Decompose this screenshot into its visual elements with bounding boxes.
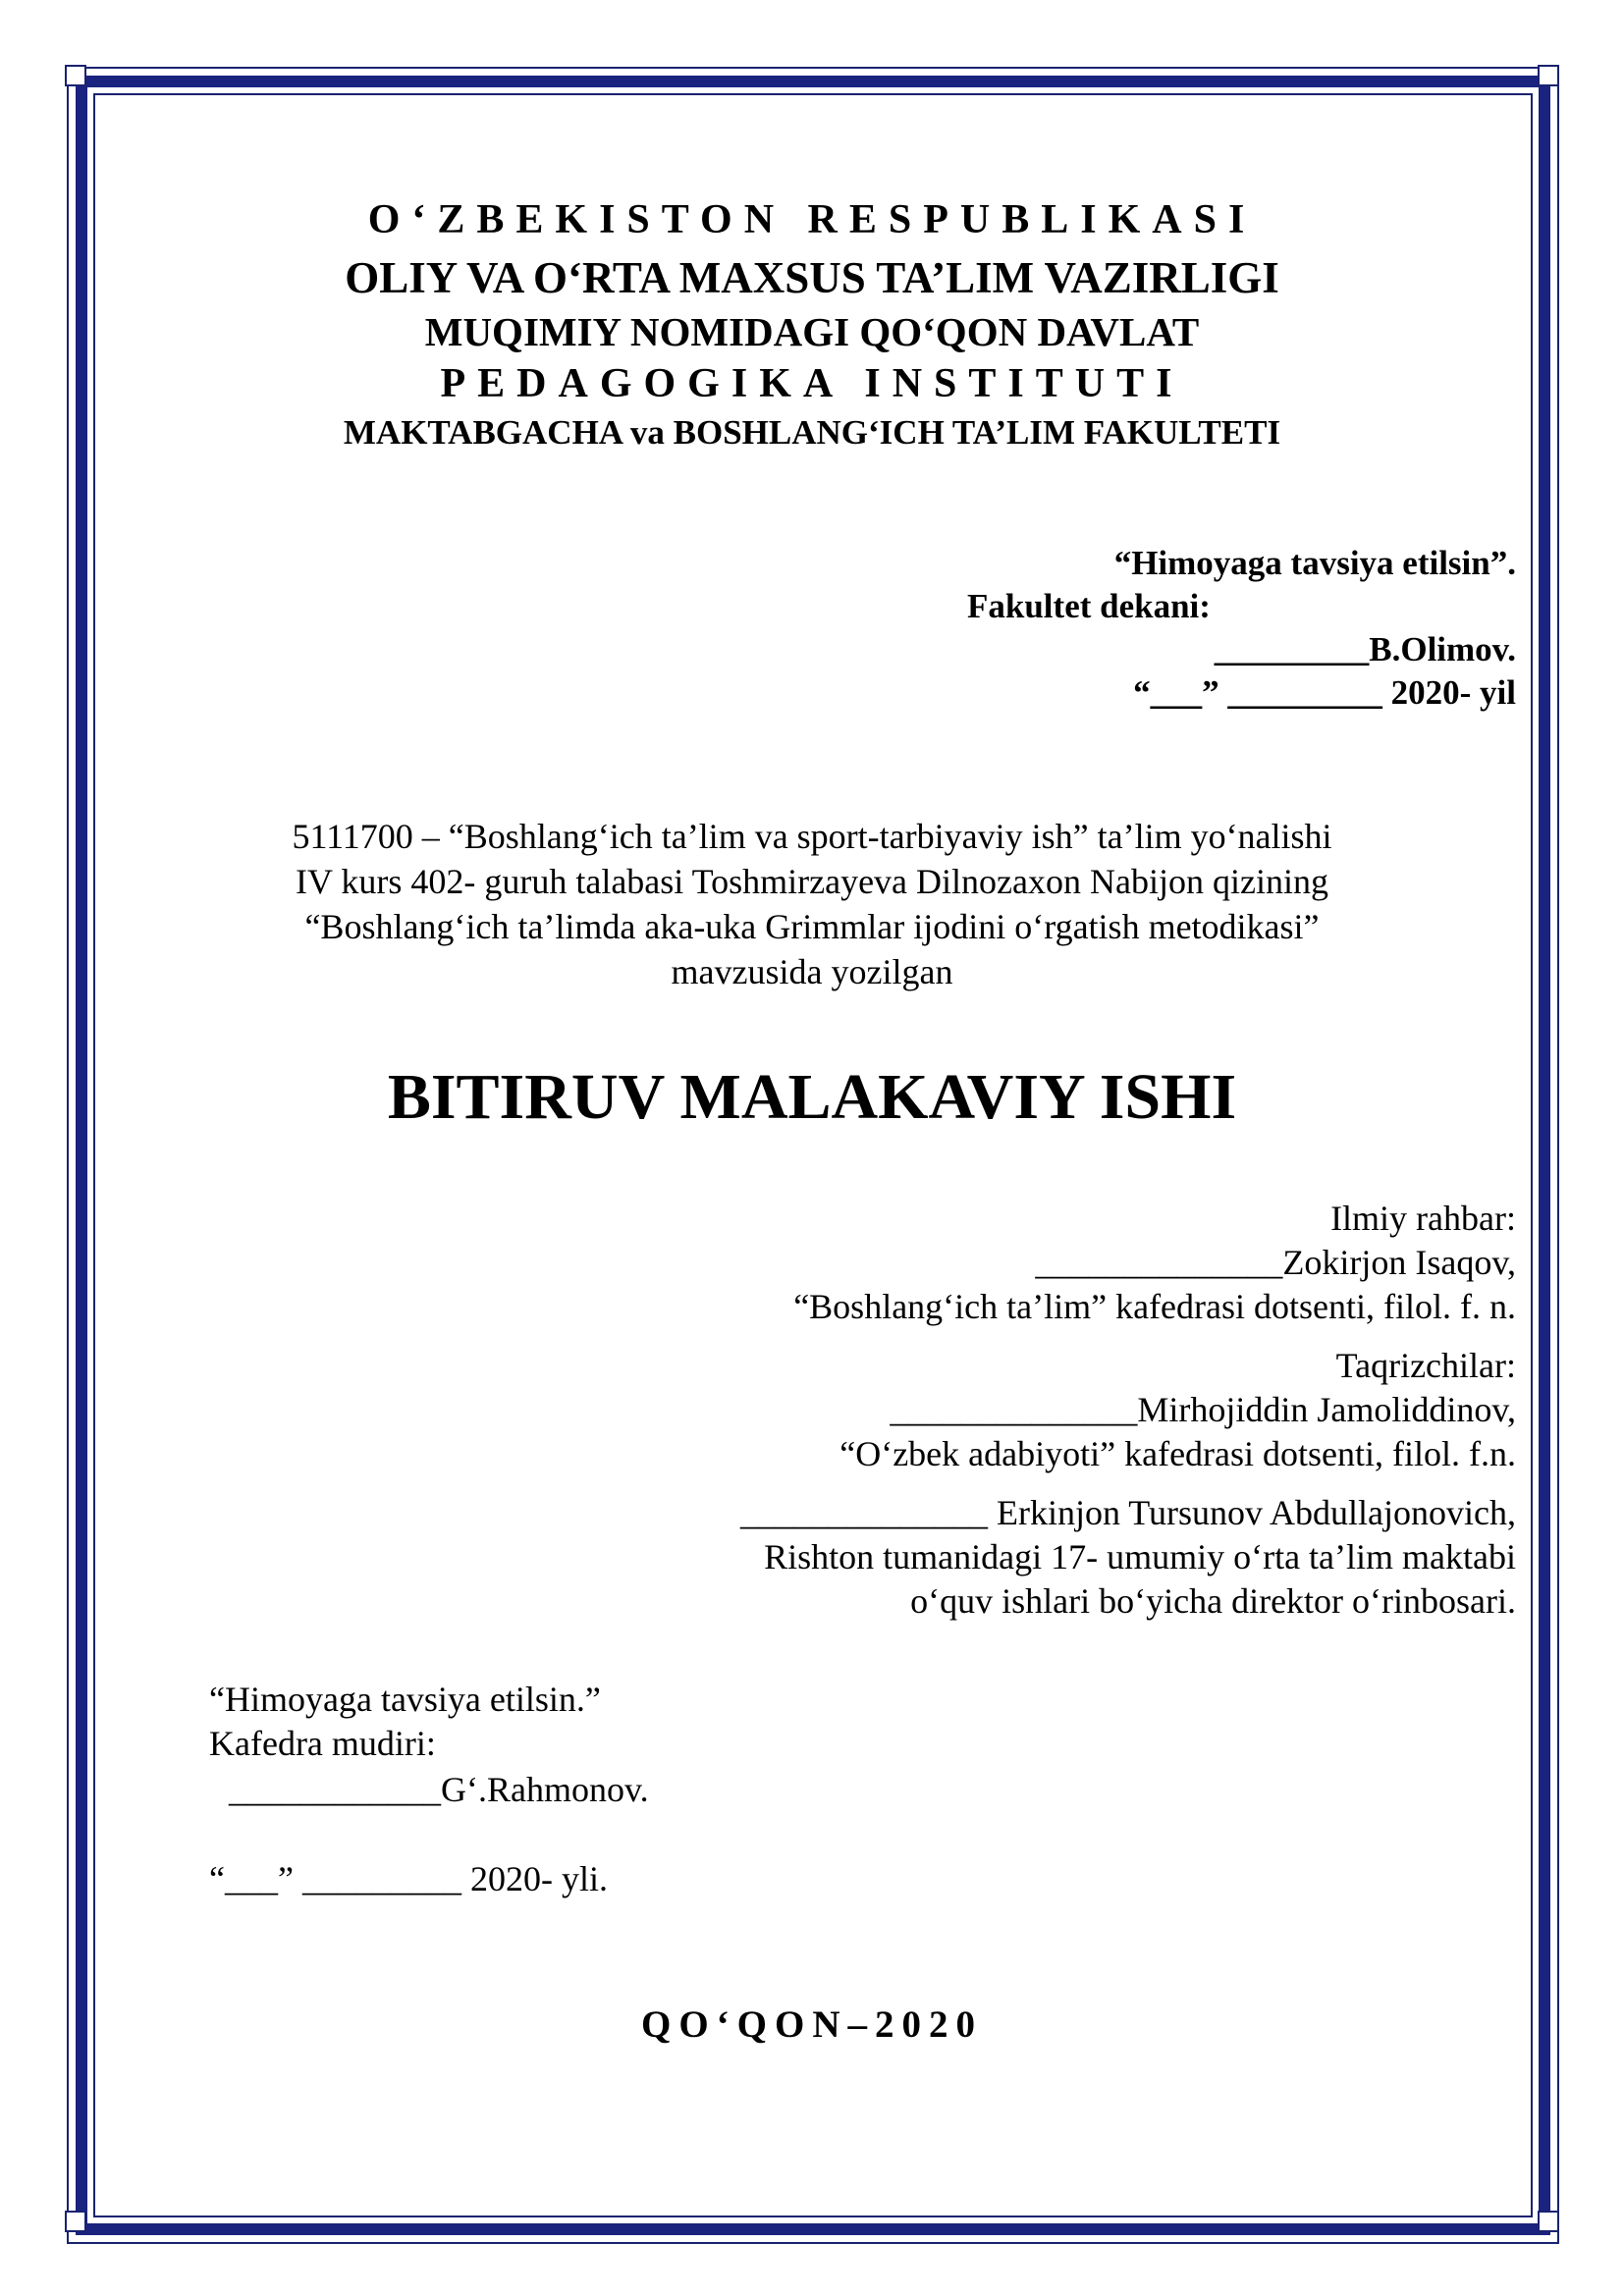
header-institute-type: PEDAGOGIKA INSTITUTI xyxy=(440,361,1184,406)
description-line-2: IV kurs 402- guruh talabasi Toshmirzayeva Dilnozaxon Nabijon qizining xyxy=(296,862,1328,901)
chair-recommend: “Himoyaga tavsiya etilsin.” xyxy=(209,1680,601,1719)
supervisor-label: Ilmiy rahbar: xyxy=(1330,1199,1516,1238)
supervisor-position: “Boshlang‘ich ta’lim” kafedrasi dotsenti, filol. f. n. xyxy=(793,1287,1516,1326)
reviewers-label: Taqrizchilar: xyxy=(1335,1346,1516,1385)
border-corner-bottom-left xyxy=(65,2211,86,2232)
reviewer-1-position: “O‘zbek adabiyoti” kafedrasi dotsenti, filol. f.n. xyxy=(839,1434,1516,1473)
reviewer-2-name: ______________ Erkinjon Tursunov Abdullajonovich, xyxy=(739,1493,1516,1532)
reviewer-2-position: o‘quv ishlari bo‘yicha direktor o‘rinbosari. xyxy=(910,1581,1516,1621)
header-ministry: OLIY VA O‘RTA MAXSUS TA’LIM VAZIRLIGI xyxy=(345,253,1279,302)
chair-date: “___” _________ 2020- yli. xyxy=(209,1859,608,1898)
dean-signature: _________B.Olimov. xyxy=(1214,630,1516,668)
header-institute-name: MUQIMIY NOMIDAGI QO‘QON DAVLAT xyxy=(424,309,1200,354)
reviewer-1-name: ______________Mirhojiddin Jamoliddinov, xyxy=(890,1390,1516,1429)
header-faculty: MAKTABGACHA va BOSHLANG‘ICH TA’LIM FAKULTETI xyxy=(343,413,1281,452)
header-country: O‘ZBEKISTON RESPUBLIKASI xyxy=(367,197,1257,242)
dean-role: Fakultet dekani: xyxy=(967,587,1211,625)
description-line-3: “Boshlang‘ich ta’limda aka-uka Grimmlar ijodini o‘rgatish metodikasi” xyxy=(304,907,1320,946)
supervisor-name: ______________Zokirjon Isaqov, xyxy=(1035,1243,1516,1282)
border-corner-top-left xyxy=(65,65,86,86)
border-corner-bottom-right xyxy=(1538,2211,1559,2232)
reviewer-2-school: Rishton tumanidagi 17- umumiy o‘rta ta’lim maktabi xyxy=(764,1537,1516,1576)
description-line-1: 5111700 – “Boshlang‘ich ta’lim va sport-tarbiyaviy ish” ta’lim yo‘nalishi xyxy=(292,817,1332,856)
document-title: BITIRUV MALAKAVIY ISHI xyxy=(387,1061,1237,1133)
dean-recommend: “Himoyaga tavsiya etilsin”. xyxy=(1113,544,1516,582)
description-line-4: mavzusida yozilgan xyxy=(671,952,953,991)
footer-city-year: QO‘QON–2020 xyxy=(641,2003,983,2046)
border-corner-top-right xyxy=(1538,65,1559,86)
chair-signature: ____________G‘.Rahmonov. xyxy=(229,1770,649,1809)
chair-role: Kafedra mudiri: xyxy=(209,1724,436,1763)
dean-date: “___” _________ 2020- yil xyxy=(1133,673,1516,712)
